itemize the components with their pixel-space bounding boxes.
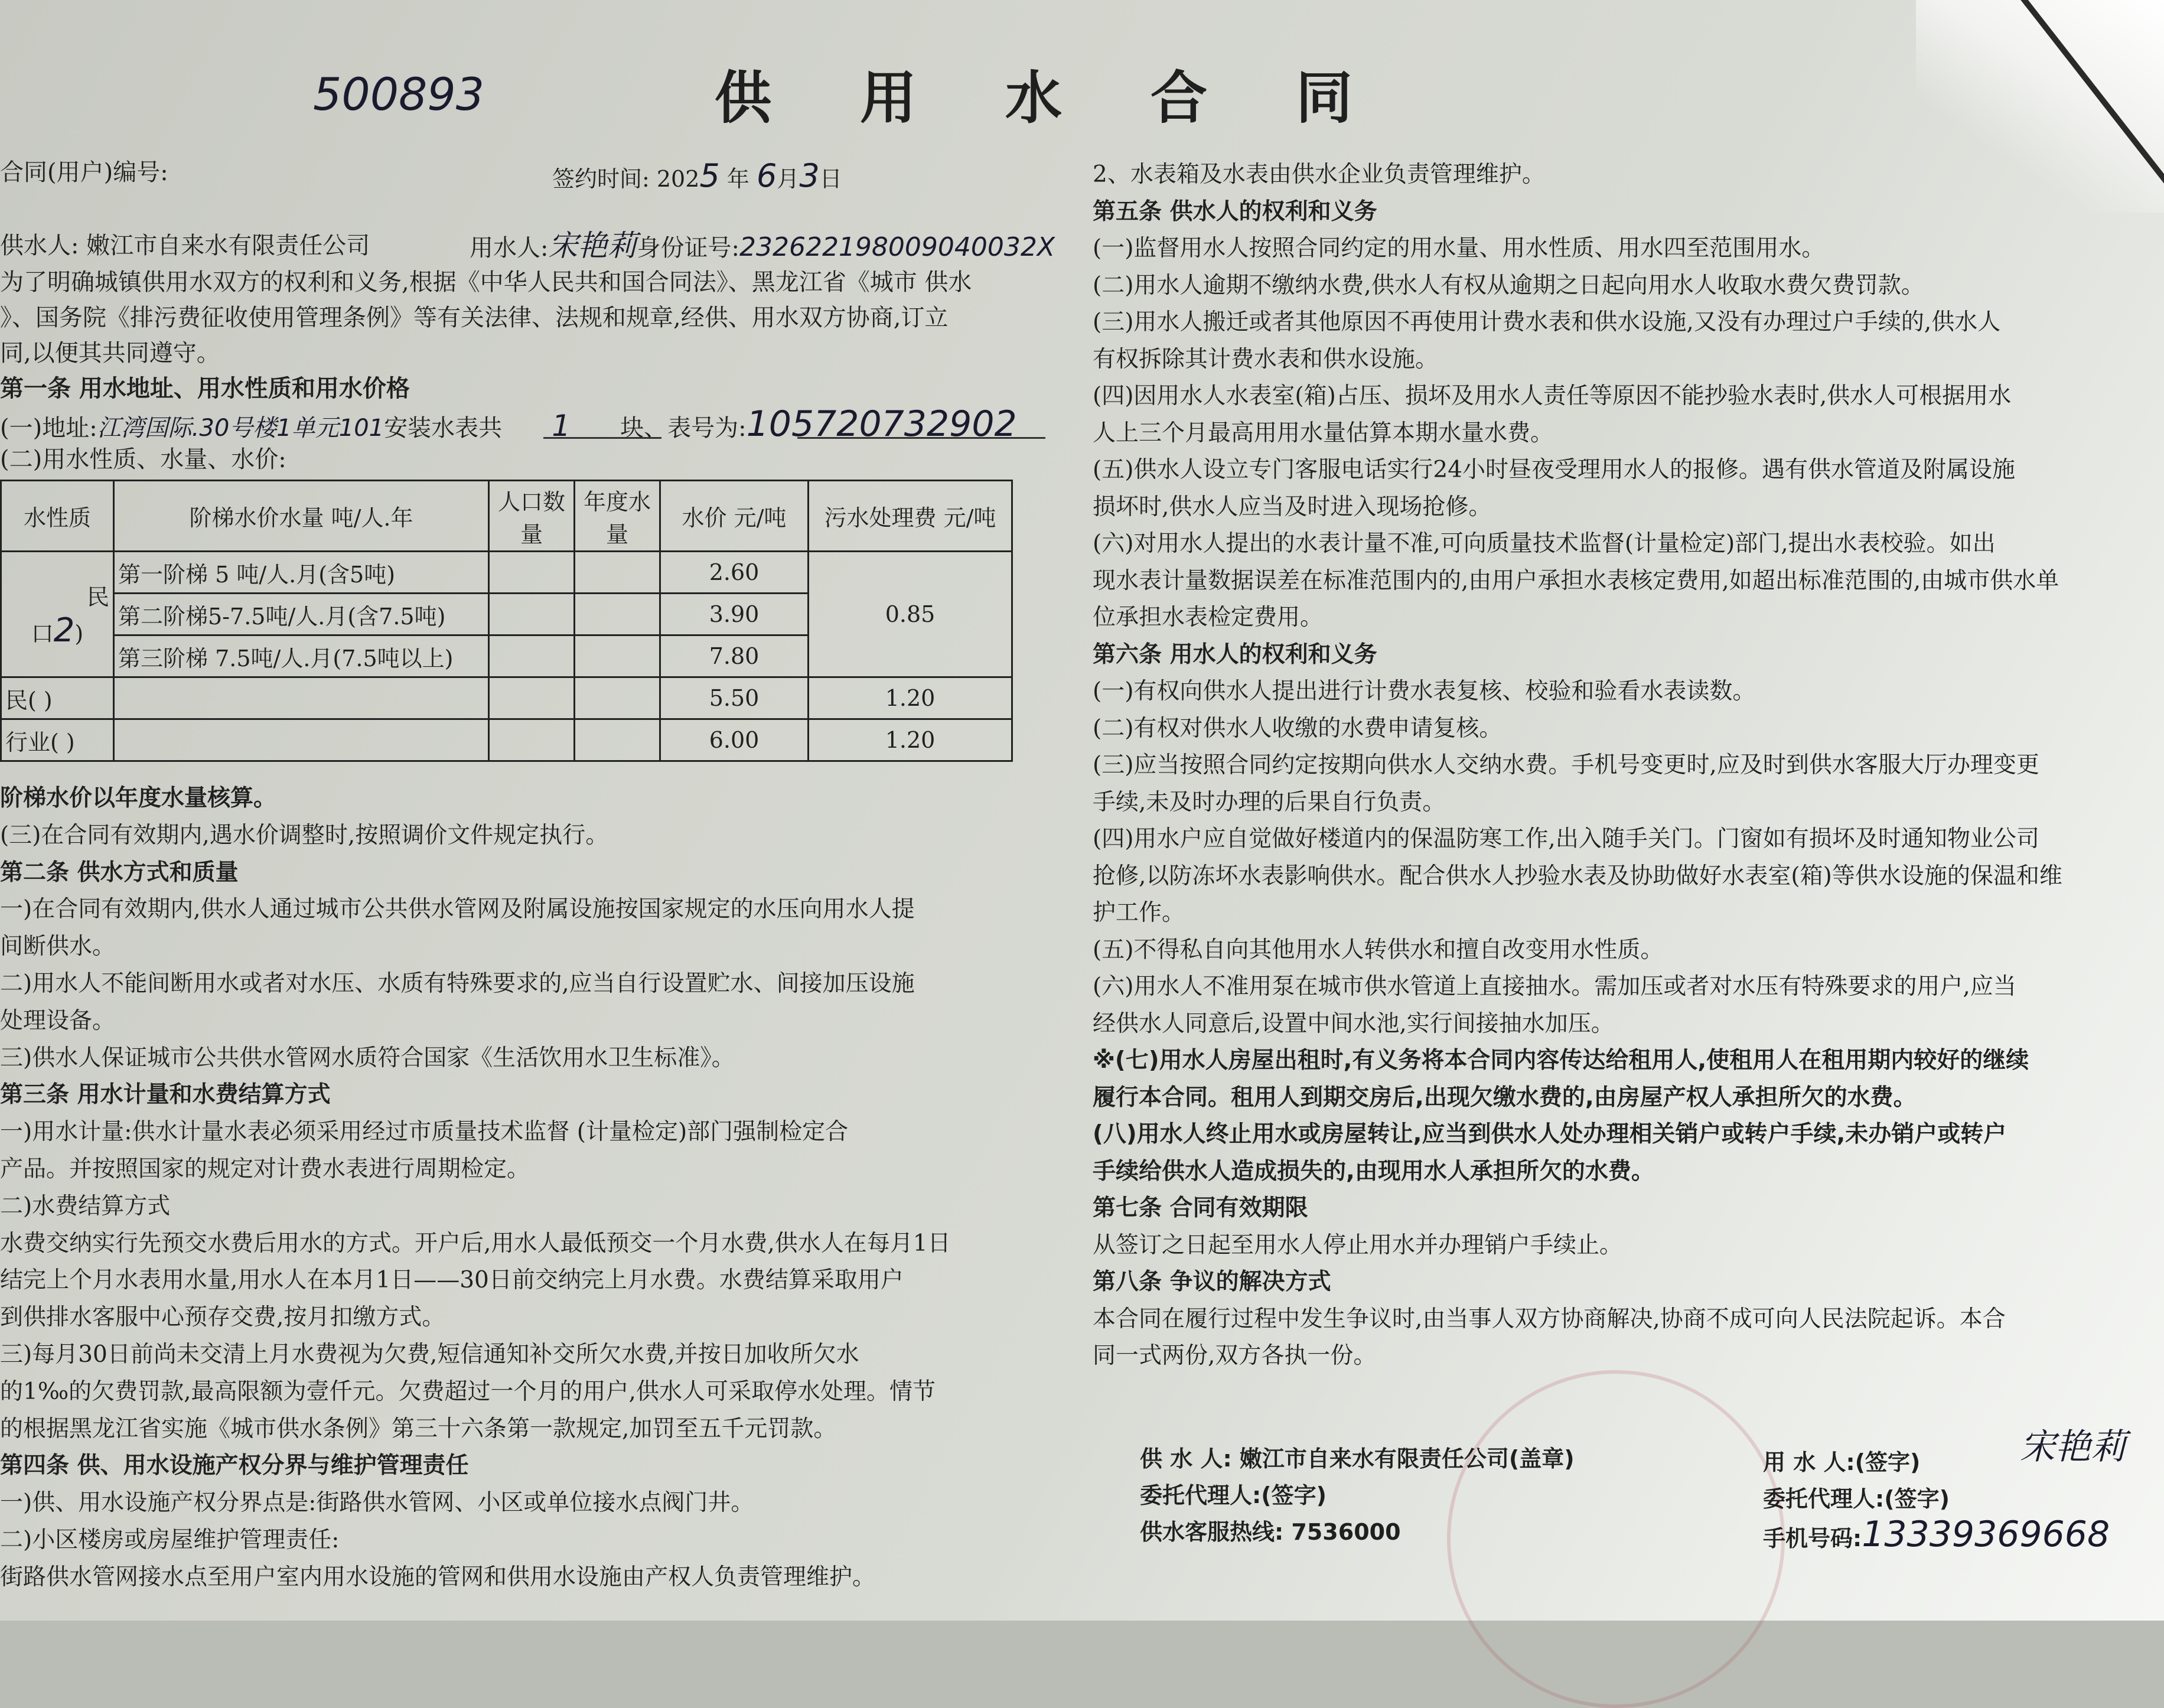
- right-col-line: (八)用水人终止用水或房屋转让,应当到供水人处办理相关销户或转户手续,未办销户或转户: [1093, 1121, 2007, 1148]
- right-col-line: (一)有权向供水人提出进行计费水表复核、校验和验看水表读数。: [1093, 678, 1756, 705]
- right-col-line: 护工作。: [1093, 899, 1185, 926]
- right-col-line: (四)因用水人水表室(箱)占压、损坏及用水人责任等原因不能抄验水表时,供水人可根据用水: [1093, 383, 2012, 409]
- supplier-signature-line: 供 水 人: 嫩江市自来水有限责任公司(盖章): [1140, 1446, 1575, 1472]
- right-col-line: (三)用水人搬迁或者其他原因不再使用计费水表和供水设施,又没有办理过户手续的,供水人: [1093, 309, 2001, 335]
- tier-2-label: 第二阶梯5-7.5吨/人.月(含7.5吨): [114, 594, 489, 635]
- phone-label: 手机号码:: [1763, 1526, 1862, 1551]
- supplier-agent-line: 委托代理人:(签字): [1140, 1482, 1327, 1508]
- user-label: 用水人:: [470, 234, 549, 262]
- left-col-line: 第二条 供水方式和质量: [0, 859, 239, 886]
- residential-sewage: 0.85: [809, 552, 1012, 677]
- right-col-line: 第六条 用水人的权利和义务: [1093, 641, 1377, 668]
- right-col-line: (六)用水人不准用泵在城市供水管道上直接抽水。需加压或者对水压有特殊要求的用户,应当: [1093, 973, 2016, 1000]
- article-1-heading: 第一条 用水地址、用水性质和用水价格: [0, 375, 410, 402]
- row-5-tier: [114, 719, 489, 761]
- user-line: [470, 228, 1055, 266]
- right-col-line: (五)不得私自向其他用水人转供水和擅自改变用水性质。: [1093, 936, 1664, 963]
- left-col-line: 阶梯水价以年度水量核算。: [0, 785, 277, 811]
- left-col-line: 街路供水管网接水点至用户室内用水设施的管网和供用水设施由产权人负责管理维护。: [0, 1563, 876, 1590]
- left-col-line: 间断供水。: [0, 933, 116, 960]
- tier-3-pop: [489, 635, 575, 677]
- user-name-handwritten: 宋艳莉: [548, 229, 637, 263]
- tier-1-pop: [489, 552, 575, 594]
- left-col-line: 二)小区楼房或房屋维护管理责任:: [0, 1527, 340, 1553]
- sign-month-unit: 月: [777, 166, 800, 192]
- residential-pop-handwritten: 2: [53, 611, 75, 650]
- user-agent-line: 委托代理人:(签字): [1763, 1486, 1950, 1512]
- residential-label-top: 民: [86, 584, 109, 610]
- user-signature-label: 用 水 人:(签字): [1763, 1449, 1921, 1475]
- user-signature-handwritten: 宋艳莉: [2020, 1426, 2126, 1468]
- tier-2-pop: [489, 594, 575, 635]
- contract-number-label: 合同(用户)编号:: [0, 159, 168, 186]
- id-label: 身份证号:: [637, 234, 739, 262]
- right-col-line: (四)用水户应自觉做好楼道内的保温防寒工作,出入随手关门。门窗如有损坏及时通知物业公司: [1093, 826, 2039, 852]
- left-col-line: 第四条 供、用水设施产权分界与维护管理责任: [0, 1452, 469, 1479]
- faint-seal: [1447, 1370, 1785, 1708]
- left-col-line: 到供排水客服中心预存交费,按月扣缴方式。: [0, 1304, 445, 1331]
- left-col-line: 一)供、用水设施产权分界点是:街路供水管网、小区或单位接水点阀门井。: [0, 1489, 754, 1517]
- row-4-pop: [489, 677, 575, 719]
- row-4-volume: [575, 677, 660, 719]
- right-col-line: 第七条 合同有效期限: [1093, 1195, 1308, 1221]
- sign-month-handwritten: 6: [756, 157, 777, 194]
- phone-handwritten: 13339369668: [1862, 1514, 2110, 1555]
- sign-day-handwritten: 3: [799, 157, 820, 194]
- header-tier: 阶梯水价水量 吨/人.年: [114, 481, 489, 552]
- right-col-line: 手续给供水人造成损失的,由现用水人承担所欠的水费。: [1093, 1158, 1654, 1185]
- intro-line-3: 同,以便其共同遵守。: [0, 340, 220, 367]
- header-annual-volume: 年度水量: [575, 481, 660, 552]
- right-col-line: (一)监督用水人按照合同约定的用水量、用水性质、用水四至范围用水。: [1093, 235, 1825, 262]
- right-col-line: 位承担水表检定费用。: [1093, 604, 1324, 631]
- header-sewage: 污水处理费 元/吨: [809, 481, 1012, 552]
- left-col-line: 的1‰的欠费罚款,最高限额为壹仟元。欠费超过一个月的用户,供水人可采取停水处理。情节: [0, 1378, 936, 1405]
- sign-date: [552, 158, 842, 197]
- address-line: [0, 403, 1017, 446]
- left-col-line: 一)在合同有效期内,供水人通过城市公共供水管网及附属设施按国家规定的水压向用水人提: [0, 896, 915, 923]
- meter-count-underline: [543, 437, 661, 439]
- right-col-line: 损坏时,供水人应当及时进入现场抢修。: [1093, 493, 1492, 520]
- row-5-label: 行业( ): [1, 719, 114, 761]
- row-4-label: 民( ): [1, 677, 114, 719]
- address-handwritten: 江湾国际.30号楼1单元101: [97, 415, 384, 442]
- left-col-line: 二)用水人不能间断用水或者对水压、水质有特殊要求的,应当自行设置贮水、间接加压设施: [0, 970, 915, 997]
- header-population: 人口数量: [489, 481, 575, 552]
- sign-date-label: 签约时间: 202: [552, 166, 700, 192]
- right-col-line: (五)供水人设立专门客服电话实行24小时昼夜受理用水人的报修。遇有供水管道及附属设施: [1093, 457, 2016, 483]
- left-col-line: 一)用水计量:供水计量水表必须采用经过市质量技术监督 (计量检定)部门强制检定合: [0, 1119, 849, 1146]
- right-col-line: 从签订之日起至用水人停止用水并办理销户手续止。: [1093, 1231, 1623, 1259]
- intro-line-2: 》、国务院《排污费征收使用管理条例》等有关法律、法规和规章,经供、用水双方协商,订立: [0, 304, 949, 331]
- right-col-line: 第八条 争议的解决方式: [1093, 1269, 1331, 1295]
- row-5-sewage: 1.20: [809, 719, 1012, 761]
- tier-3-price: 7.80: [660, 635, 809, 677]
- water-rate-table: [0, 480, 1013, 762]
- right-col-line: (二)有权对供水人收缴的水费申请复核。: [1093, 715, 1503, 742]
- right-col-line: 抢修,以防冻坏水表影响供水。配合供水人抄验水表及协助做好水表室(箱)等供水设施的保温和维: [1093, 862, 2062, 889]
- meter-number-handwritten: 1057207329​02: [746, 403, 1017, 445]
- meter-count-label: 安装水表共: [384, 415, 503, 442]
- left-col-line: 第三条 用水计量和水费结算方式: [0, 1081, 331, 1109]
- phone-line: [1763, 1514, 2110, 1556]
- right-col-line: 第五条 供水人的权利和义务: [1093, 198, 1377, 225]
- left-col-line: (三)在合同有效期内,遇水价调整时,按照调价文件规定执行。: [0, 822, 609, 849]
- right-col-line: 本合同在履行过程中发生争议时,由当事人双方协商解决,协商不成可向人民法院起诉。本合: [1093, 1305, 2006, 1332]
- residential-cell: [1, 552, 114, 677]
- subsection-2: (二)用水性质、水量、水价:: [0, 446, 286, 473]
- left-col-line: 三)每月30日前尚未交清上月水费视为欠费,短信通知补交所欠水费,并按日加收所欠水: [0, 1341, 859, 1368]
- tier-1-label: 第一阶梯 5 吨/人.月(含5吨): [114, 552, 489, 594]
- left-col-line: 结完上个月水表用水量,用水人在本月1日——30日前交纳完上月水费。水费结算采取用户: [0, 1267, 904, 1294]
- right-col-line: 同一式两份,双方各执一份。: [1093, 1342, 1377, 1369]
- service-hotline: 供水客服热线: 7536000: [1140, 1519, 1401, 1545]
- sign-day-unit: 日: [819, 166, 842, 192]
- tier-3-volume: [575, 635, 660, 677]
- right-col-line: 经供水人同意后,设置中间水池,实行间接抽水加压。: [1093, 1010, 1614, 1037]
- meter-no-label: 块、表号为:: [620, 415, 747, 442]
- meter-number-underline: [797, 437, 1045, 439]
- intro-line-1: 为了明确城镇供用水双方的权利和义务,根据《中华人民共和国合同法》、黑龙江省《城市 供水: [0, 269, 972, 296]
- header-nature: 水性质: [1, 481, 114, 552]
- row-4-sewage: 1.20: [809, 677, 1012, 719]
- address-label: (一)地址:: [0, 415, 97, 442]
- id-number-handwritten: 232622198009040032X: [739, 232, 1055, 262]
- row-4-tier: [114, 677, 489, 719]
- sign-year-handwritten: 5: [699, 157, 720, 194]
- right-col-line: 现水表计量数据误差在标准范围内的,由用户承担水表核定费用,如超出标准范围的,由城市供水单: [1093, 567, 2059, 594]
- tier-1-volume: [575, 552, 660, 594]
- left-col-line: 的根据黑龙江省实施《城市供水条例》第三十六条第一款规定,加罚至五千元罚款。: [0, 1415, 837, 1442]
- right-col-line: 有权拆除其计费水表和供水设施。: [1093, 345, 1439, 373]
- left-col-line: 产品。并按照国家的规定对计费水表进行周期检定。: [0, 1156, 530, 1182]
- tier-1-price: 2.60: [660, 552, 809, 594]
- tier-2-price: 3.90: [660, 594, 809, 635]
- right-col-line: 2、水表箱及水表由供水企业负责管理维护。: [1093, 161, 1545, 188]
- sign-year-unit: 年: [726, 166, 749, 192]
- left-col-line: 水费交纳实行先预交水费后用水的方式。开户后,用水人最低预交一个月水费,供水人在每月1日: [0, 1230, 951, 1257]
- right-col-line: 手续,未及时办理的后果自行负责。: [1093, 788, 1446, 816]
- left-col-line: 处理设备。: [0, 1007, 116, 1034]
- tier-3-label: 第三阶梯 7.5吨/人.月(7.5吨以上): [114, 635, 489, 677]
- right-col-line: 履行本合同。租用人到期交房后,出现欠缴水费的,由房屋产权人承担所欠的水费。: [1093, 1084, 1917, 1111]
- tier-2-volume: [575, 594, 660, 635]
- row-5-price: 6.00: [660, 719, 809, 761]
- serial-number-handwritten: 500893: [313, 68, 485, 120]
- header-price: 水价 元/吨: [660, 481, 809, 552]
- row-4-price: 5.50: [660, 677, 809, 719]
- meter-count-handwritten: 1: [552, 409, 571, 443]
- right-col-line: ※(七)用水人房屋出租时,有义务将本合同内容传达给租用人,使租用人在租用期内较好的继续: [1093, 1047, 2029, 1074]
- residential-label-bottom: 口: [31, 621, 54, 647]
- page-curl: [1916, 0, 2164, 213]
- right-col-line: (三)应当按照合同约定按期向供水人交纳水费。手机号变更时,应及时到供水客服大厅办理变更: [1093, 752, 2039, 778]
- row-5-volume: [575, 719, 660, 761]
- supplier-line: 供水人: 嫩江市自来水有限责任公司: [0, 232, 370, 259]
- row-5-pop: [489, 719, 575, 761]
- left-col-line: 三)供水人保证城市公共供水管网水质符合国家《生活饮用水卫生标准》。: [0, 1044, 735, 1071]
- document-title: 供用水合同: [715, 65, 1441, 131]
- residential-pop: 口2): [31, 611, 84, 650]
- right-col-line: 人上三个月最高用用水量估算本期水量水费。: [1093, 419, 1554, 446]
- left-col-line: 二)水费结算方式: [0, 1192, 171, 1220]
- right-col-line: (二)用水人逾期不缴纳水费,供水人有权从逾期之日起向用水人收取水费欠费罚款。: [1093, 272, 1924, 299]
- right-col-line: (六)对用水人提出的水表计量不准,可向质量技术监督(计量检定)部门,提出水表校验。如出: [1093, 530, 1996, 557]
